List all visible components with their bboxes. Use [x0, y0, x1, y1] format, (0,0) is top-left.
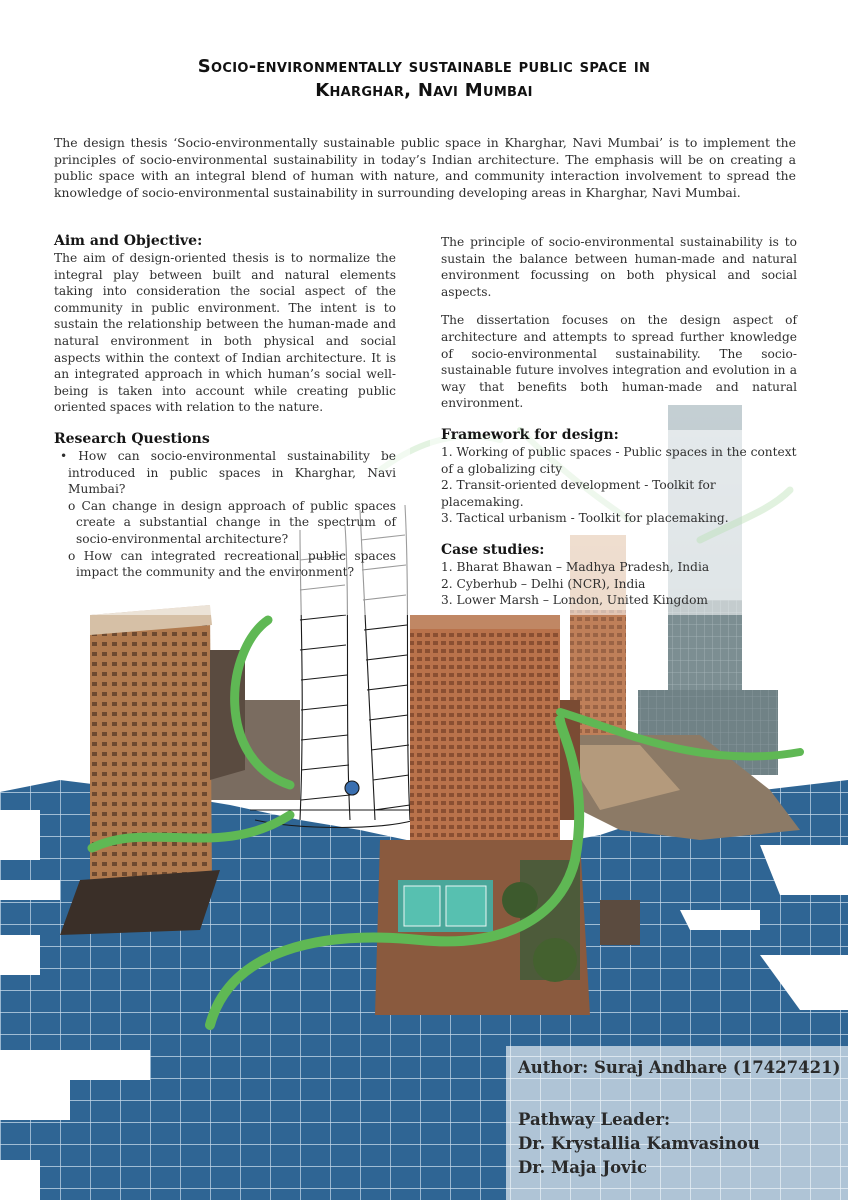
- principle-paragraph: The principle of socio-environmental sustainability is to sustain the balance between human-made and natural environment focussing on both physical and social aspects.: [441, 235, 797, 299]
- framework-list: [441, 444, 797, 527]
- pathway-leader-1: Dr. Krystallia Kamvasinou: [518, 1134, 760, 1153]
- document-title: [60, 55, 788, 103]
- framework-item-2: 2. Transit-oriented development - Toolkit for placemaking.: [441, 478, 716, 509]
- title-line-2: Kharghar, Navi Mumbai: [315, 80, 533, 101]
- case-study-2: 2. Cyberhub – Delhi (NCR), India: [441, 576, 646, 591]
- aim-text: The aim of design-oriented thesis is to normalize the integral play between built and natural elements taking into consideration the social aspect of the community in public environment. The intent is to sustain the relationship between the human-made and natural environment in both physical and social aspects within the context of Indian architecture. It is an integrated approach in which human’s social well-being is taken into account while creating public oriented spaces with relation to the nature.: [54, 251, 396, 415]
- framework-heading: Framework for design:: [441, 426, 619, 443]
- pathway-leader-heading: Pathway Leader:: [518, 1110, 671, 1129]
- aim-heading: Aim and Objective:: [54, 233, 203, 249]
- framework-item-3: 3. Tactical urbanism - Toolkit for placemaking.: [441, 511, 729, 526]
- pathway-leaders: [518, 1108, 760, 1180]
- left-column: [54, 232, 396, 581]
- credits-panel: [506, 1046, 848, 1200]
- right-column: [441, 234, 797, 609]
- research-list: [54, 448, 396, 581]
- framework-item-1: 1. Working of public spaces - Public spaces in the context of a globalizing city: [441, 444, 797, 476]
- pathway-leader-2: Dr. Maja Jovic: [518, 1158, 648, 1177]
- title-line-1: Socio-environmentally sustainable public space in: [197, 56, 651, 77]
- intro-paragraph: The design thesis ‘Socio-environmentally sustainable public space in Kharghar, Navi Mumbai’ is to implement the principles of socio-environmental sustainability in today’s Indian architecture. The emphasis will be on creating a public space with an integral blend of human with nature, and community interaction involvement to spread the knowledge of socio-environmental sustainability in surrounding developing areas in Kharghar, Navi Mumbai.: [54, 135, 796, 200]
- research-question-1: • How can socio-environmental sustainability be introduced in public spaces in Kharghar, Navi Mumbai?: [60, 448, 396, 497]
- author-line: Author: Suraj Andhare (17427421): [518, 1058, 841, 1077]
- case-study-3: 3. Lower Marsh – London, United Kingdom: [441, 593, 708, 608]
- case-studies-list: [441, 559, 797, 609]
- dissertation-paragraph: The dissertation focuses on the design aspect of architecture and attempts to spread further knowledge of socio-environmental sustainability. The socio-sustainable future involves integration and evolution in a way that benefits both human-made and natural environment.: [441, 313, 797, 411]
- research-heading: Research Questions: [54, 430, 210, 447]
- case-studies-heading: Case studies:: [441, 541, 545, 558]
- case-study-1: 1. Bharat Bhawan – Madhya Pradesh, India: [441, 559, 710, 574]
- research-question-2: o Can change in design approach of public spaces create a substantial change in the spectrum of socio-environmental architecture?: [68, 498, 396, 546]
- research-question-3: o How can integrated recreational public spaces impact the community and the environment?: [68, 548, 396, 580]
